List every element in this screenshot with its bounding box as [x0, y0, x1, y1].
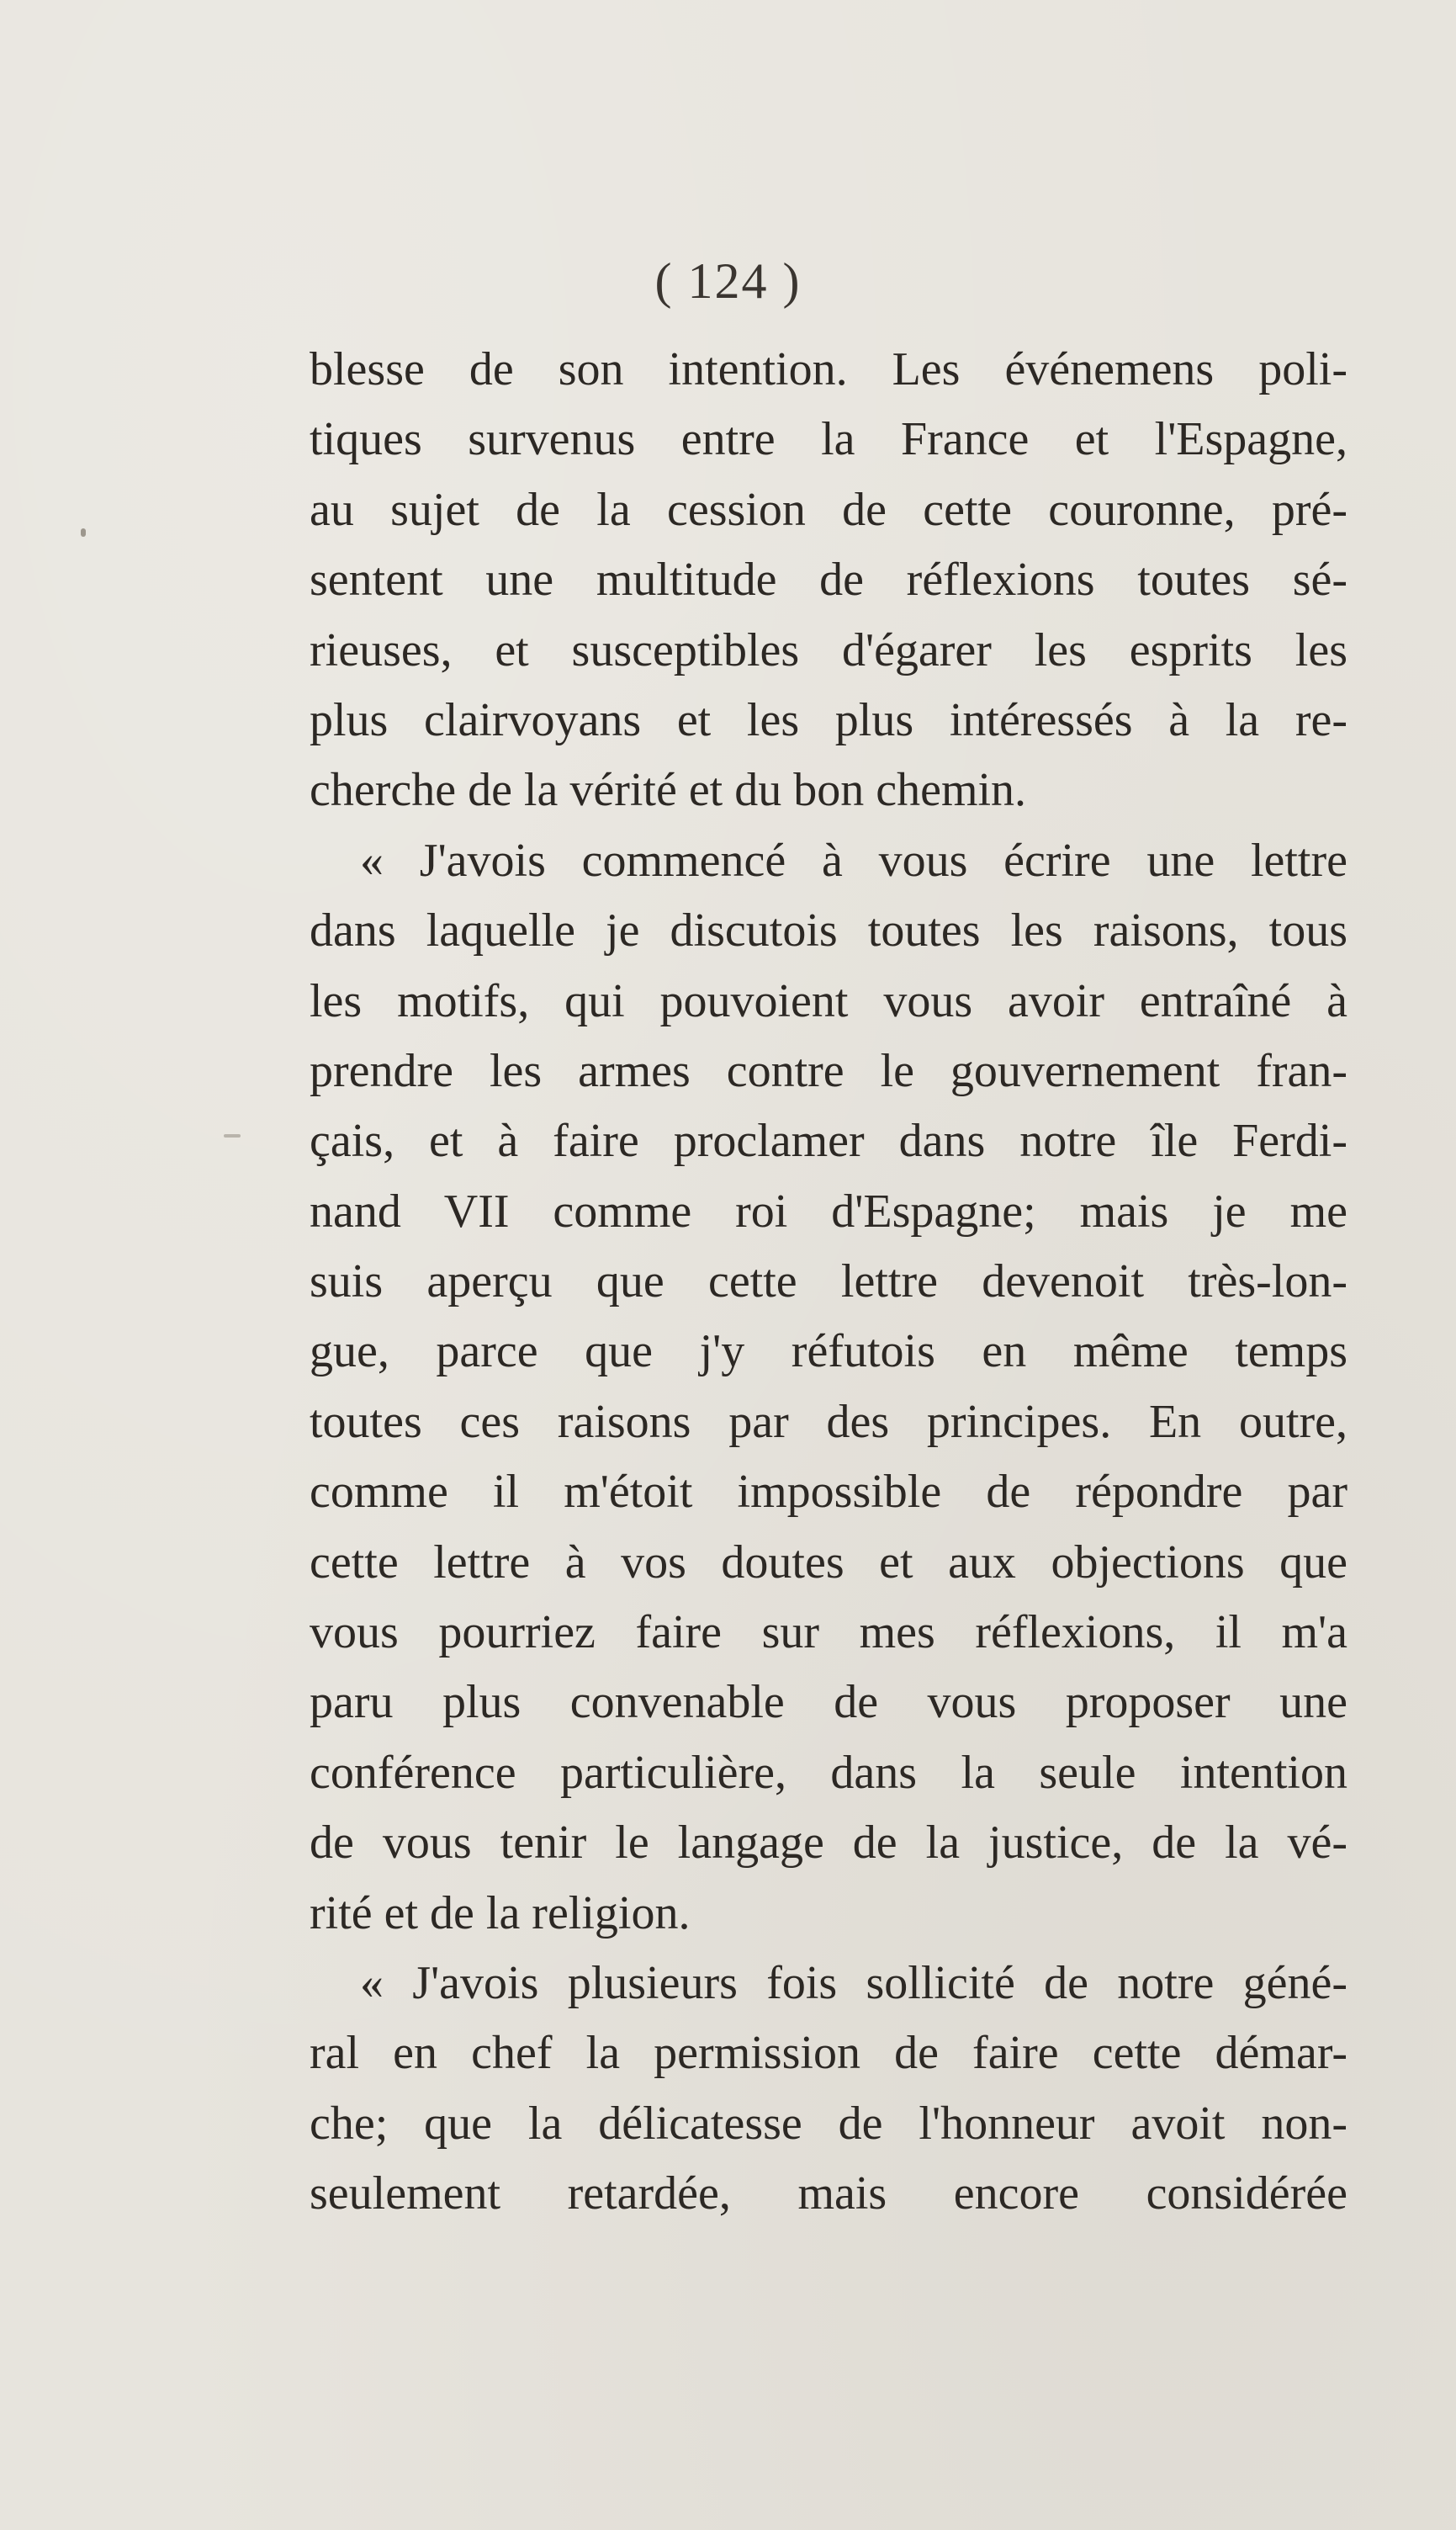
text-line: au sujet de la cession de cette couronne, pré-: [310, 483, 1347, 536]
text-line: rité et de la religion.: [310, 1886, 691, 1939]
text-line: de vous tenir le langage de la justice, de la vé-: [310, 1817, 1347, 1870]
text-line: cette lettre à vos doutes et aux objections que: [310, 1536, 1347, 1589]
body-text: [310, 335, 1347, 2230]
text-line: plus clairvoyans et les plus intéressés à la re-: [310, 693, 1347, 746]
text-line: « J'avois commencé à vous écrire une lettre: [360, 834, 1347, 887]
text-line: rieuses, et susceptibles d'égarer les esprits les: [310, 623, 1347, 676]
text-line: che; que la délicatesse de l'honneur avoit non-: [310, 2097, 1347, 2150]
text-line: gue, parce que j'y réfutois en même temps: [310, 1325, 1347, 1378]
text-line: ral en chef la permission de faire cette démar-: [310, 2027, 1347, 2080]
text-line: dans laquelle je discutois toutes les raisons, tous: [310, 904, 1347, 957]
text-line: comme il m'étoit impossible de répondre par: [310, 1466, 1347, 1519]
margin-smudge: [224, 1134, 241, 1138]
text-line: toutes ces raisons par des principes. En outre,: [310, 1395, 1347, 1448]
text-line: « J'avois plusieurs fois sollicité de notre géné-: [360, 1956, 1347, 2009]
text-line: nand VII comme roi d'Espagne; mais je me: [310, 1185, 1347, 1238]
page-number: ( 124 ): [654, 253, 802, 309]
margin-smudge: [81, 528, 86, 537]
text-line: sentent une multitude de réflexions toutes sé-: [310, 554, 1347, 607]
text-line: seulement retardée, mais encore considérée: [310, 2167, 1347, 2220]
text-line: les motifs, qui pouvoient vous avoir entraîné à: [310, 974, 1347, 1027]
text-line: paru plus convenable de vous proposer une: [310, 1676, 1347, 1729]
text-line: tiques survenus entre la France et l'Espagne,: [310, 413, 1347, 466]
text-line: suis aperçu que cette lettre devenoit très-lon-: [310, 1255, 1347, 1308]
text-line: conférence particulière, dans la seule intention: [310, 1746, 1347, 1799]
text-line: vous pourriez faire sur mes réflexions, il m'a: [310, 1606, 1347, 1659]
text-line: blesse de son intention. Les événemens poli-: [310, 343, 1347, 395]
text-line: çais, et à faire proclamer dans notre île Ferdi-: [310, 1115, 1347, 1168]
text-line: cherche de la vérité et du bon chemin.: [310, 764, 1027, 817]
text-line: prendre les armes contre le gouvernement fran-: [310, 1044, 1347, 1097]
